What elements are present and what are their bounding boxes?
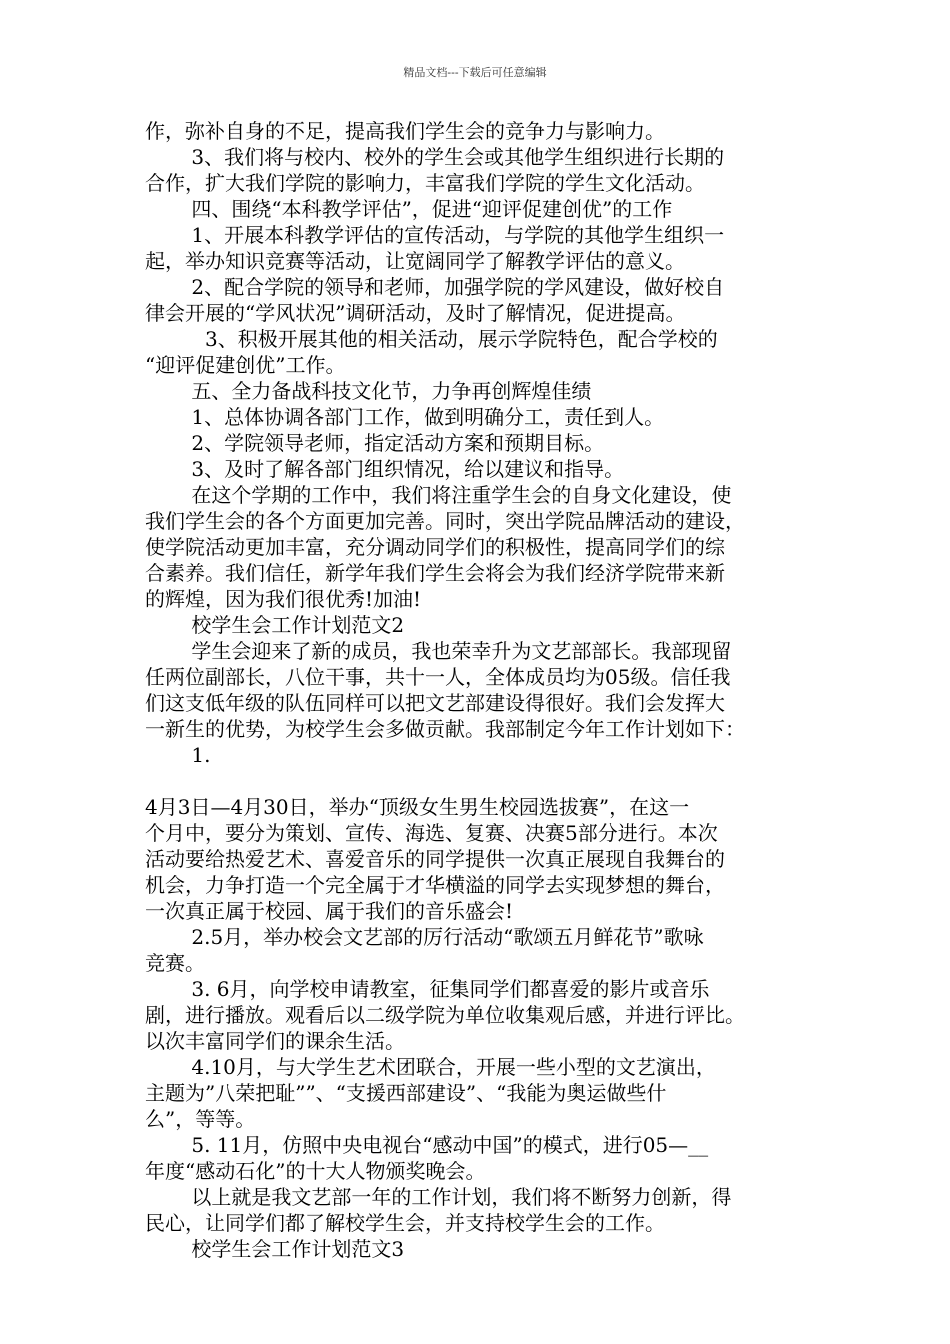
text-line: 任两位副部长，八位干事，共十一人，全体成员均为05级。信任我 [145,665,731,689]
text-line: “迎评促建创优”工作。 [145,353,346,377]
text-line: 民心，让同学们都了解校学生会，并支持校学生会的工作。 [145,1211,665,1235]
text-line: 3、及时了解各部门组织情况，给以建议和指导。 [145,457,625,481]
text-line: 们这支低年级的队伍同样可以把文艺部建设得很好。我们会发挥大 [145,691,725,715]
text-line: 校学生会工作计划范文3 [145,1237,405,1261]
text-line: 主题为”八荣把耻””、“支援西部建设”、“我能为奥运做些什 [145,1081,667,1105]
text-line: 1. [145,743,211,767]
text-line: 1、开展本科教学评估的宣传活动，与学院的其他学生组织一 [145,223,725,247]
text-line: 的辉煌，因为我们很优秀!加油! [145,587,422,611]
text-line: 5. 11月，仿照中央电视台“感动中国”的模式，进行05—__ [145,1133,709,1157]
text-line: 以上就是我文艺部一年的工作计划，我们将不断努力创新，得 [145,1185,732,1209]
text-line: 年度“感动石化”的十大人物颁奖晚会。 [145,1159,486,1183]
text-line: 作，弥补自身的不足，提高我们学生会的竞争力与影响力。 [145,119,665,143]
text-line: 么”，等等。 [145,1107,256,1131]
text-line: 剧，进行播放。观看后以二级学院为单位收集观后感，并进行评比。 [145,1003,745,1027]
text-line: 起，举办知识竞赛等活动，让宽阔同学了解教学评估的意义。 [145,249,685,273]
text-line: 五、全力备战科技文化节，力争再创辉煌佳绩 [145,379,592,403]
text-line: 4.10月，与大学生艺术团联合，开展一些小型的文艺演出， [145,1055,716,1079]
text-line: 机会，力争打造一个完全属于才华横溢的同学去实现梦想的舞台， [145,873,725,897]
text-line: 4月3日—4月30日，举办“顶级女生男生校园选拔赛”，在这一 [145,795,690,819]
text-line: 2、学院领导老师，指定活动方案和预期目标。 [145,431,605,455]
text-line: 律会开展的“学风状况”调研活动，及时了解情况，促进提高。 [145,301,686,325]
text-line: 活动要给热爱艺术、喜爱音乐的同学提供一次真正展现自我舞台的 [145,847,725,871]
document-body [145,118,815,1262]
text-line: 3. 6月，向学校申请教室，征集同学们都喜爱的影片或音乐 [145,977,710,1001]
text-line: 在这个学期的工作中，我们将注重学生会的自身文化建设，使 [145,483,732,507]
text-line: 1、总体协调各部门工作，做到明确分工，责任到人。 [145,405,665,429]
blank-line [145,768,815,794]
text-line: 我们学生会的各个方面更加完善。同时，突出学院品牌活动的建设， [145,509,745,533]
text-line: 2.5月，举办校会文艺部的厉行活动“歌颂五月鲜花节”歌咏 [145,925,704,949]
text-line: 一次真正属于校园、属于我们的音乐盛会! [145,899,514,923]
text-line: 一新生的优势，为校学生会多做贡献。我部制定今年工作计划如下： [145,717,745,741]
text-line: 校学生会工作计划范文2 [145,613,405,637]
text-line: 个月中，要分为策划、宣传、海选、复赛、决赛5部分进行。本次 [145,821,718,845]
text-line: 3、积极开展其他的相关活动，展示学院特色，配合学校的 [145,327,718,351]
text-line: 以次丰富同学们的课余生活。 [145,1029,405,1053]
text-line: 竞赛。 [145,951,205,975]
text-line: 3、我们将与校内、校外的学生会或其他学生组织进行长期的 [145,145,725,169]
text-line: 使学院活动更加丰富，充分调动同学们的积极性，提高同学们的综 [145,535,725,559]
page-header: 精品文档---下载后可任意编辑 [403,66,547,79]
text-line: 合素养。我们信任，新学年我们学生会将会为我们经济学院带来新 [145,561,725,585]
text-line: 合作，扩大我们学院的影响力，丰富我们学院的学生文化活动。 [145,171,705,195]
text-line: 四、围绕“本科教学评估”，促进“迎评促建创优”的工作 [145,197,673,221]
text-line: 学生会迎来了新的成员，我也荣幸升为文艺部部长。我部现留 [145,639,732,663]
text-line: 2、配合学院的领导和老师，加强学院的学风建设，做好校自 [145,275,725,299]
